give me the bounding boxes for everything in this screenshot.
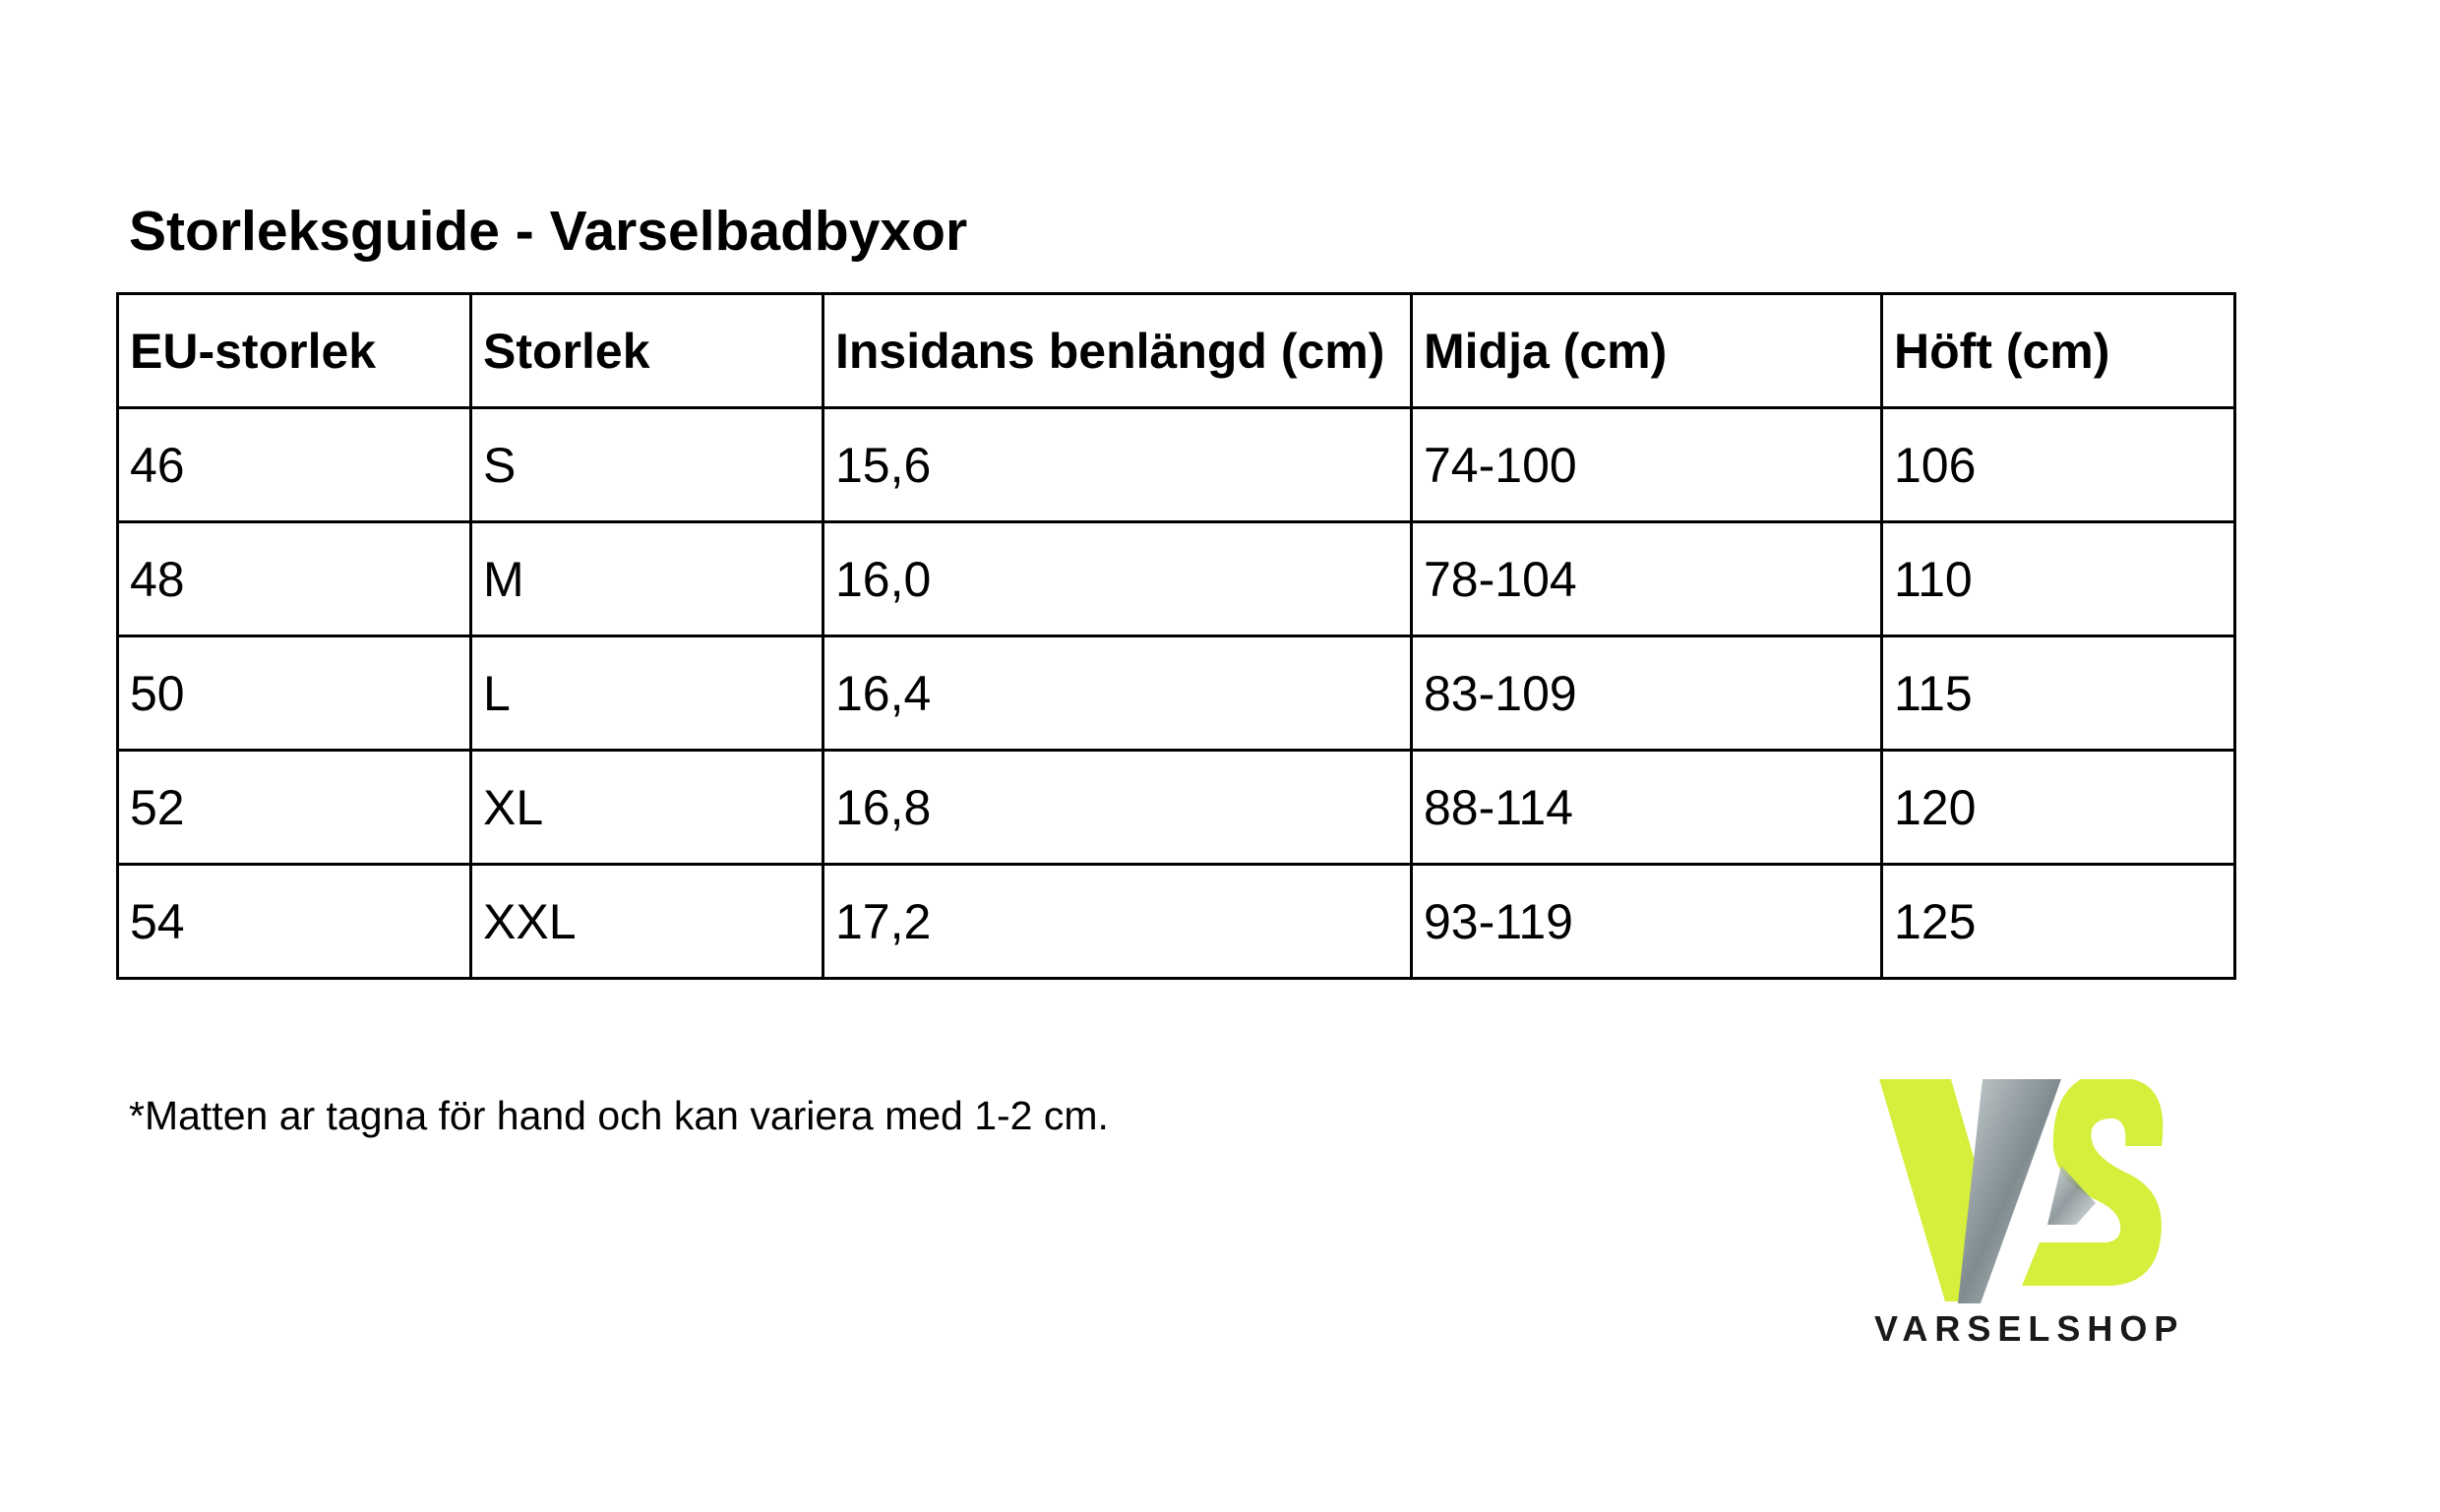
table-row xyxy=(118,636,2235,751)
cell-waist: 88-114 xyxy=(1412,751,1882,865)
cell-inseam: 16,0 xyxy=(824,522,1412,636)
cell-waist: 74-100 xyxy=(1412,408,1882,522)
cell-hip: 106 xyxy=(1882,408,2235,522)
cell-waist: 83-109 xyxy=(1412,636,1882,751)
cell-eu-size: 46 xyxy=(118,408,471,522)
header-inseam: Insidans benlängd (cm) xyxy=(824,294,1412,408)
page-title: Storleksguide - Varselbadbyxor xyxy=(129,200,968,263)
table-row xyxy=(118,865,2235,979)
table-row xyxy=(118,751,2235,865)
cell-inseam: 16,4 xyxy=(824,636,1412,751)
cell-inseam: 17,2 xyxy=(824,865,1412,979)
cell-inseam: 15,6 xyxy=(824,408,1412,522)
logo-wordmark: VARSELSHOP xyxy=(1874,1308,2185,1349)
cell-size: S xyxy=(471,408,824,522)
header-size: Storlek xyxy=(471,294,824,408)
footnote: *Matten ar tagna för hand och kan variera med 1-2 cm. xyxy=(129,1093,1109,1138)
cell-size: XXL xyxy=(471,865,824,979)
cell-size: L xyxy=(471,636,824,751)
cell-hip: 125 xyxy=(1882,865,2235,979)
cell-inseam: 16,8 xyxy=(824,751,1412,865)
cell-eu-size: 54 xyxy=(118,865,471,979)
header-waist: Midja (cm) xyxy=(1412,294,1882,408)
table-header-row xyxy=(118,294,2235,408)
cell-waist: 78-104 xyxy=(1412,522,1882,636)
table-row xyxy=(118,408,2235,522)
cell-eu-size: 48 xyxy=(118,522,471,636)
cell-waist: 93-119 xyxy=(1412,865,1882,979)
cell-hip: 120 xyxy=(1882,751,2235,865)
cell-hip: 110 xyxy=(1882,522,2235,636)
cell-size: XL xyxy=(471,751,824,865)
cell-hip: 115 xyxy=(1882,636,2235,751)
cell-eu-size: 52 xyxy=(118,751,471,865)
header-hip: Höft (cm) xyxy=(1882,294,2235,408)
size-table xyxy=(116,292,2236,980)
cell-eu-size: 50 xyxy=(118,636,471,751)
table-row xyxy=(118,522,2235,636)
vs-logo-mark-icon xyxy=(1874,1077,2169,1313)
cell-size: M xyxy=(471,522,824,636)
header-eu-size: EU-storlek xyxy=(118,294,471,408)
